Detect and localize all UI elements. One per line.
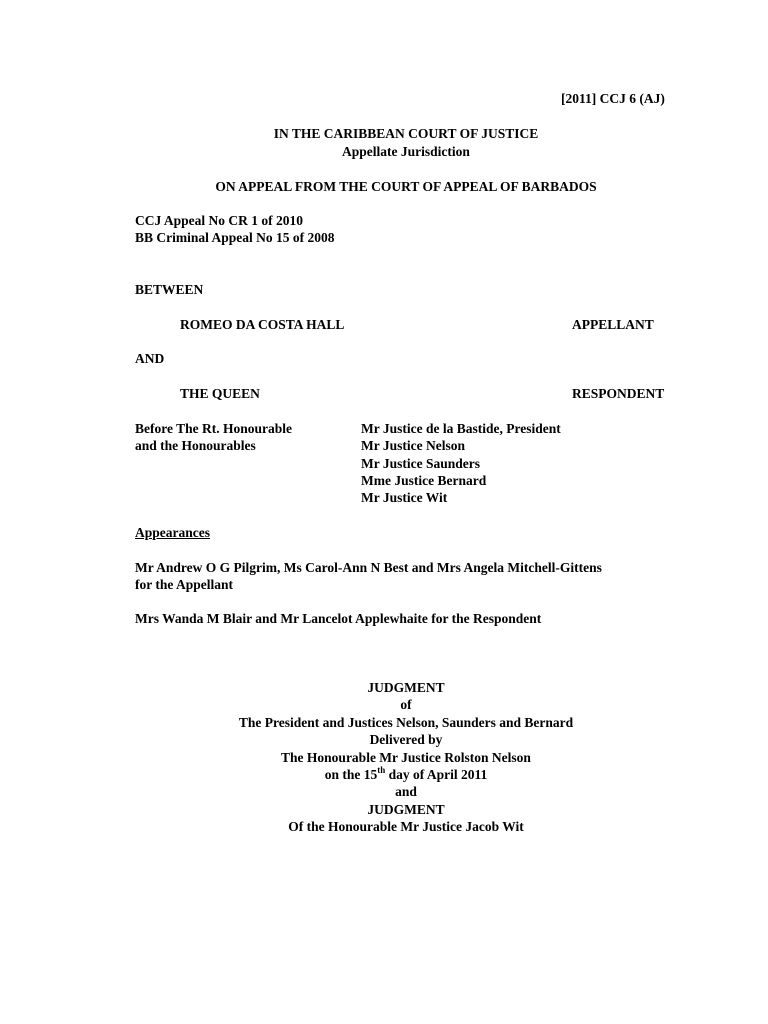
citation: [2011] CCJ 6 (AJ)	[561, 91, 665, 106]
judgment-deliverer: The Honourable Mr Justice Rolston Nelson	[281, 749, 531, 765]
judgment-by-line: The President and Justices Nelson, Saunders and Bernard	[238, 714, 574, 730]
justice-2: Mr Justice Nelson	[361, 438, 465, 453]
respondent-name: THE QUEEN	[180, 386, 260, 401]
ccj-appeal-number: CCJ Appeal No CR 1 of 2010	[135, 213, 304, 228]
date-prefix: on the 15	[324, 767, 378, 783]
judgment-and: and	[395, 784, 417, 800]
justice-1: Mr Justice de la Bastide, President	[361, 421, 561, 436]
and-label: AND	[135, 351, 165, 366]
appearances-heading: Appearances	[135, 525, 210, 540]
court-name: IN THE CARIBBEAN COURT OF JUSTICE	[273, 126, 539, 141]
appellant-role: APPELLANT	[572, 317, 654, 332]
judgment-delivered: Delivered by	[369, 732, 443, 748]
justice-3: Mr Justice Saunders	[361, 456, 481, 471]
date-suffix: day of April 2011	[385, 767, 488, 783]
bench-label-line1: Before The Rt. Honourable	[135, 421, 292, 436]
jurisdiction: Appellate Jurisdiction	[342, 144, 470, 159]
appeal-from: ON APPEAL FROM THE COURT OF APPEAL OF BARBADOS	[215, 179, 597, 194]
justice-4: Mme Justice Bernard	[361, 473, 487, 488]
judgment-block	[0, 679, 768, 836]
judgment-heading: JUDGMENT	[367, 680, 445, 695]
appellant-name: ROMEO DA COSTA HALL	[180, 317, 345, 332]
respondent-counsel: Mrs Wanda M Blair and Mr Lancelot Applewhaite for the Respondent	[135, 611, 542, 626]
judgment-second-by: Of the Honourable Mr Justice Jacob Wit	[288, 819, 524, 835]
respondent-role: RESPONDENT	[572, 386, 665, 401]
date-superscript: th	[377, 764, 386, 775]
judgment-of: of	[400, 697, 412, 713]
judgment-heading-2: JUDGMENT	[367, 801, 445, 817]
appellant-counsel-line1: Mr Andrew O G Pilgrim, Ms Carol-Ann N Best and Mrs Angela Mitchell-Gittens	[135, 560, 602, 575]
bb-appeal-number: BB Criminal Appeal No 15 of 2008	[135, 230, 335, 245]
between-label: BETWEEN	[135, 282, 204, 297]
judgment-date	[0, 766, 768, 783]
bench-label-line2: and the Honourables	[135, 438, 256, 453]
appellant-counsel-line2: for the Appellant	[135, 577, 234, 592]
justice-5: Mr Justice Wit	[361, 490, 448, 505]
